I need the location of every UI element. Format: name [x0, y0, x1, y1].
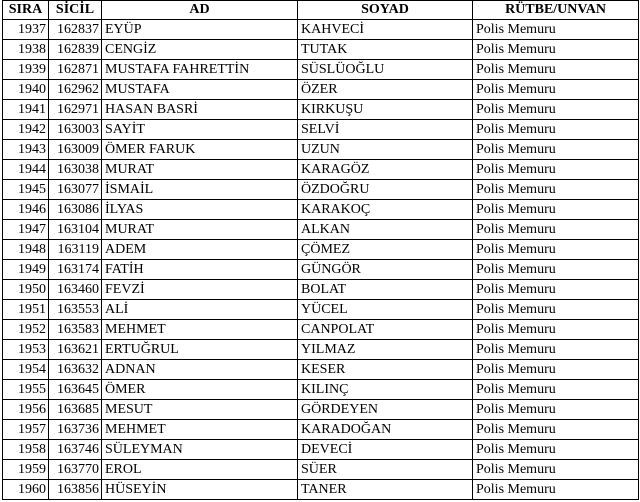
cell-soyad: TUTAK: [298, 40, 473, 60]
cell-sira: 1940: [3, 80, 49, 100]
cell-ad: ÖMER FARUK: [102, 140, 298, 160]
cell-sicil: 163583: [49, 320, 102, 340]
cell-ad: ERTUĞRUL: [102, 340, 298, 360]
personnel-table: [2, 0, 639, 500]
cell-sicil: 163770: [49, 460, 102, 480]
table-row: [3, 60, 639, 80]
header-rutbe: RÜTBE/UNVAN: [473, 1, 639, 20]
cell-soyad: SÜER: [298, 460, 473, 480]
cell-sira: 1951: [3, 300, 49, 320]
cell-ad: ÖMER: [102, 380, 298, 400]
table-row: [3, 320, 639, 340]
cell-ad: EROL: [102, 460, 298, 480]
cell-rutbe: Polis Memuru: [473, 380, 639, 400]
cell-ad: FEVZİ: [102, 280, 298, 300]
header-row: [3, 1, 639, 20]
cell-rutbe: Polis Memuru: [473, 20, 639, 40]
cell-ad: İLYAS: [102, 200, 298, 220]
cell-ad: HASAN BASRİ: [102, 100, 298, 120]
header-ad: AD: [102, 1, 298, 20]
cell-sira: 1957: [3, 420, 49, 440]
cell-soyad: YILMAZ: [298, 340, 473, 360]
cell-sira: 1938: [3, 40, 49, 60]
cell-soyad: SELVİ: [298, 120, 473, 140]
cell-soyad: ÖZER: [298, 80, 473, 100]
cell-rutbe: Polis Memuru: [473, 260, 639, 280]
cell-ad: MURAT: [102, 220, 298, 240]
cell-sira: 1945: [3, 180, 49, 200]
cell-rutbe: Polis Memuru: [473, 340, 639, 360]
cell-rutbe: Polis Memuru: [473, 200, 639, 220]
cell-sira: 1941: [3, 100, 49, 120]
cell-soyad: KARADOĞAN: [298, 420, 473, 440]
cell-rutbe: Polis Memuru: [473, 420, 639, 440]
table-row: [3, 340, 639, 360]
cell-rutbe: Polis Memuru: [473, 320, 639, 340]
cell-sira: 1950: [3, 280, 49, 300]
cell-ad: ADNAN: [102, 360, 298, 380]
header-soyad: SOYAD: [298, 1, 473, 20]
cell-soyad: YÜCEL: [298, 300, 473, 320]
table-row: [3, 100, 639, 120]
cell-soyad: UZUN: [298, 140, 473, 160]
cell-sira: 1943: [3, 140, 49, 160]
cell-sicil: 162839: [49, 40, 102, 60]
cell-sicil: 162871: [49, 60, 102, 80]
cell-rutbe: Polis Memuru: [473, 300, 639, 320]
table-row: [3, 160, 639, 180]
cell-rutbe: Polis Memuru: [473, 80, 639, 100]
cell-rutbe: Polis Memuru: [473, 180, 639, 200]
header-sicil: SİCİL: [49, 1, 102, 20]
table-body: [3, 20, 639, 500]
cell-rutbe: Polis Memuru: [473, 140, 639, 160]
cell-sira: 1960: [3, 480, 49, 500]
cell-rutbe: Polis Memuru: [473, 400, 639, 420]
cell-ad: EYÜP: [102, 20, 298, 40]
cell-sicil: 163856: [49, 480, 102, 500]
table-row: [3, 120, 639, 140]
cell-ad: SÜLEYMAN: [102, 440, 298, 460]
cell-sicil: 163009: [49, 140, 102, 160]
table-row: [3, 40, 639, 60]
cell-sicil: 162837: [49, 20, 102, 40]
cell-rutbe: Polis Memuru: [473, 40, 639, 60]
cell-sicil: 163621: [49, 340, 102, 360]
cell-sicil: 163632: [49, 360, 102, 380]
cell-sira: 1944: [3, 160, 49, 180]
cell-sicil: 163038: [49, 160, 102, 180]
cell-sicil: 163553: [49, 300, 102, 320]
cell-sira: 1952: [3, 320, 49, 340]
cell-rutbe: Polis Memuru: [473, 240, 639, 260]
table-row: [3, 140, 639, 160]
cell-sicil: 163736: [49, 420, 102, 440]
table-row: [3, 260, 639, 280]
cell-rutbe: Polis Memuru: [473, 120, 639, 140]
cell-ad: HÜSEYİN: [102, 480, 298, 500]
table-row: [3, 400, 639, 420]
cell-sicil: 162971: [49, 100, 102, 120]
cell-soyad: ÇÖMEZ: [298, 240, 473, 260]
cell-soyad: GÜNGÖR: [298, 260, 473, 280]
cell-sicil: 163645: [49, 380, 102, 400]
cell-soyad: KESER: [298, 360, 473, 380]
cell-soyad: CANPOLAT: [298, 320, 473, 340]
cell-ad: ALİ: [102, 300, 298, 320]
cell-sira: 1949: [3, 260, 49, 280]
table-row: [3, 240, 639, 260]
cell-sicil: 163460: [49, 280, 102, 300]
cell-sicil: 163086: [49, 200, 102, 220]
cell-sira: 1958: [3, 440, 49, 460]
cell-ad: ADEM: [102, 240, 298, 260]
cell-soyad: KARAKOÇ: [298, 200, 473, 220]
cell-soyad: TANER: [298, 480, 473, 500]
cell-ad: MEHMET: [102, 320, 298, 340]
cell-sira: 1953: [3, 340, 49, 360]
cell-rutbe: Polis Memuru: [473, 160, 639, 180]
table-row: [3, 440, 639, 460]
cell-soyad: DEVECİ: [298, 440, 473, 460]
cell-rutbe: Polis Memuru: [473, 360, 639, 380]
cell-sicil: 163174: [49, 260, 102, 280]
cell-sicil: 163104: [49, 220, 102, 240]
cell-ad: İSMAİL: [102, 180, 298, 200]
cell-sicil: 163119: [49, 240, 102, 260]
cell-soyad: BOLAT: [298, 280, 473, 300]
table-row: [3, 380, 639, 400]
cell-soyad: GÖRDEYEN: [298, 400, 473, 420]
cell-sira: 1955: [3, 380, 49, 400]
cell-sicil: 163746: [49, 440, 102, 460]
table-row: [3, 280, 639, 300]
cell-sira: 1954: [3, 360, 49, 380]
header-sira: SIRA: [3, 1, 49, 20]
cell-rutbe: Polis Memuru: [473, 480, 639, 500]
table-row: [3, 200, 639, 220]
cell-ad: SAYİT: [102, 120, 298, 140]
cell-soyad: ÖZDOĞRU: [298, 180, 473, 200]
cell-rutbe: Polis Memuru: [473, 220, 639, 240]
cell-sira: 1937: [3, 20, 49, 40]
cell-sira: 1947: [3, 220, 49, 240]
table-row: [3, 80, 639, 100]
cell-sicil: 163077: [49, 180, 102, 200]
table-row: [3, 480, 639, 500]
table-row: [3, 360, 639, 380]
cell-ad: MUSTAFA: [102, 80, 298, 100]
cell-sira: 1942: [3, 120, 49, 140]
cell-sira: 1959: [3, 460, 49, 480]
cell-soyad: KIRKUŞU: [298, 100, 473, 120]
cell-rutbe: Polis Memuru: [473, 100, 639, 120]
cell-rutbe: Polis Memuru: [473, 460, 639, 480]
table-row: [3, 460, 639, 480]
cell-sira: 1939: [3, 60, 49, 80]
table-row: [3, 220, 639, 240]
cell-rutbe: Polis Memuru: [473, 60, 639, 80]
table-row: [3, 420, 639, 440]
cell-soyad: KAHVECİ: [298, 20, 473, 40]
cell-ad: MURAT: [102, 160, 298, 180]
cell-soyad: ALKAN: [298, 220, 473, 240]
cell-soyad: KARAGÖZ: [298, 160, 473, 180]
cell-sira: 1946: [3, 200, 49, 220]
cell-soyad: SÜSLÜOĞLU: [298, 60, 473, 80]
table-row: [3, 180, 639, 200]
cell-rutbe: Polis Memuru: [473, 280, 639, 300]
table-row: [3, 20, 639, 40]
cell-ad: CENGİZ: [102, 40, 298, 60]
cell-ad: FATİH: [102, 260, 298, 280]
cell-sicil: 163685: [49, 400, 102, 420]
cell-rutbe: Polis Memuru: [473, 440, 639, 460]
cell-ad: MESUT: [102, 400, 298, 420]
cell-soyad: KILINÇ: [298, 380, 473, 400]
cell-sira: 1956: [3, 400, 49, 420]
table-row: [3, 300, 639, 320]
cell-ad: MEHMET: [102, 420, 298, 440]
cell-ad: MUSTAFA FAHRETTİN: [102, 60, 298, 80]
cell-sicil: 162962: [49, 80, 102, 100]
cell-sira: 1948: [3, 240, 49, 260]
cell-sicil: 163003: [49, 120, 102, 140]
